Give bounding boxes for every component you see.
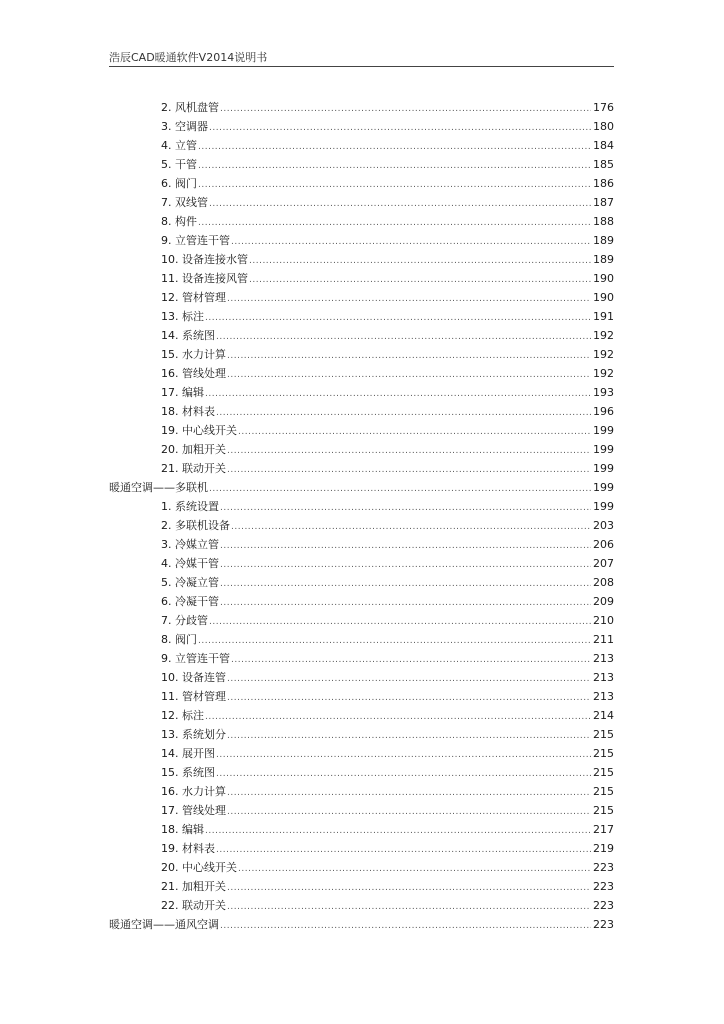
toc-entry[interactable] — [109, 725, 614, 744]
toc-entry[interactable] — [109, 649, 614, 668]
toc-entry[interactable] — [109, 155, 614, 174]
toc-entry-page-number: 190 — [593, 272, 614, 285]
toc-entry-page-number: 192 — [593, 348, 614, 361]
toc-entry-page-number: 186 — [593, 177, 614, 190]
toc-entry-page-number: 193 — [593, 386, 614, 399]
toc-entry[interactable] — [109, 877, 614, 896]
toc-entry-page-number: 180 — [593, 120, 614, 133]
toc-dot-leader — [209, 119, 591, 138]
toc-entry-label: 3. 冷媒立管 — [161, 538, 219, 551]
toc-entry[interactable] — [109, 592, 614, 611]
toc-entry[interactable] — [109, 554, 614, 573]
toc-entry[interactable] — [109, 117, 614, 136]
toc-dot-leader — [227, 727, 591, 746]
toc-entry-label: 9. 立管连干管 — [161, 652, 230, 665]
toc-entry[interactable] — [109, 231, 614, 250]
toc-entry-page-number: 199 — [593, 462, 614, 475]
toc-entry[interactable] — [109, 288, 614, 307]
toc-entry-label: 12. 标注 — [161, 709, 204, 722]
toc-entry-label: 4. 冷媒干管 — [161, 557, 219, 570]
toc-entry-page-number: 215 — [593, 747, 614, 760]
toc-entry-page-number: 192 — [593, 329, 614, 342]
toc-entry-label: 13. 系统划分 — [161, 728, 226, 741]
page-header-title: 浩辰CAD暖通软件V2014说明书 — [109, 51, 268, 64]
toc-entry-label: 21. 加粗开关 — [161, 880, 226, 893]
toc-entry[interactable] — [109, 402, 614, 421]
toc-entry[interactable] — [109, 706, 614, 725]
toc-entry-label: 17. 管线处理 — [161, 804, 226, 817]
toc-entry-label: 6. 阀门 — [161, 177, 197, 190]
toc-entry-label: 暖通空调——通风空调 — [109, 918, 219, 931]
toc-entry-label: 17. 编辑 — [161, 386, 204, 399]
toc-entry-label: 16. 管线处理 — [161, 367, 226, 380]
toc-entry-label: 10. 设备连接水管 — [161, 253, 248, 266]
toc-entry-label: 8. 阀门 — [161, 633, 197, 646]
toc-section-entry[interactable] — [109, 915, 614, 934]
toc-entry-page-number: 215 — [593, 804, 614, 817]
toc-dot-leader — [216, 328, 591, 347]
toc-entry[interactable] — [109, 668, 614, 687]
toc-dot-leader — [205, 385, 591, 404]
toc-section-entry[interactable] — [109, 478, 614, 497]
toc-entry-label: 7. 分歧管 — [161, 614, 208, 627]
toc-entry-label: 19. 材料表 — [161, 842, 215, 855]
toc-entry-page-number: 209 — [593, 595, 614, 608]
toc-dot-leader — [198, 632, 591, 651]
toc-entry[interactable] — [109, 269, 614, 288]
toc-entry-label: 21. 联动开关 — [161, 462, 226, 475]
toc-entry-page-number: 191 — [593, 310, 614, 323]
toc-entry-page-number: 185 — [593, 158, 614, 171]
toc-entry[interactable] — [109, 421, 614, 440]
toc-entry-page-number: 214 — [593, 709, 614, 722]
toc-dot-leader — [220, 594, 591, 613]
toc-dot-leader — [227, 784, 591, 803]
toc-entry[interactable] — [109, 820, 614, 839]
toc-dot-leader — [216, 746, 591, 765]
toc-dot-leader — [205, 309, 591, 328]
toc-entry-page-number: 192 — [593, 367, 614, 380]
toc-entry-label: 18. 材料表 — [161, 405, 215, 418]
toc-entry[interactable] — [109, 573, 614, 592]
toc-dot-leader — [216, 404, 591, 423]
toc-entry[interactable] — [109, 307, 614, 326]
toc-dot-leader — [198, 157, 591, 176]
toc-entry[interactable] — [109, 744, 614, 763]
toc-entry-label: 22. 联动开关 — [161, 899, 226, 912]
toc-entry-page-number: 217 — [593, 823, 614, 836]
toc-entry-label: 1. 系统设置 — [161, 500, 219, 513]
toc-entry-label: 15. 系统图 — [161, 766, 215, 779]
toc-entry-page-number: 199 — [593, 481, 614, 494]
toc-dot-leader — [231, 518, 591, 537]
toc-dot-leader — [238, 860, 591, 879]
toc-dot-leader — [249, 252, 591, 271]
toc-entry-label: 11. 设备连接风管 — [161, 272, 248, 285]
toc-dot-leader — [220, 100, 591, 119]
toc-entry-page-number: 199 — [593, 424, 614, 437]
toc-dot-leader — [227, 898, 591, 917]
toc-entry[interactable] — [109, 364, 614, 383]
toc-entry-page-number: 188 — [593, 215, 614, 228]
toc-entry-page-number: 215 — [593, 766, 614, 779]
toc-entry-label: 13. 标注 — [161, 310, 204, 323]
toc-entry-page-number: 184 — [593, 139, 614, 152]
toc-entry-page-number: 210 — [593, 614, 614, 627]
toc-entry-page-number: 211 — [593, 633, 614, 646]
toc-dot-leader — [220, 499, 591, 518]
toc-dot-leader — [231, 651, 591, 670]
toc-entry-label: 19. 中心线开关 — [161, 424, 237, 437]
toc-dot-leader — [216, 765, 591, 784]
toc-entry[interactable] — [109, 516, 614, 535]
toc-entry-label: 10. 设备连管 — [161, 671, 226, 684]
toc-entry-page-number: 223 — [593, 918, 614, 931]
toc-dot-leader — [209, 195, 591, 214]
toc-entry-label: 4. 立管 — [161, 139, 197, 152]
toc-entry-label: 14. 展开图 — [161, 747, 215, 760]
toc-dot-leader — [220, 537, 591, 556]
toc-entry-page-number: 207 — [593, 557, 614, 570]
toc-entry-label: 11. 管材管理 — [161, 690, 226, 703]
toc-entry[interactable] — [109, 250, 614, 269]
toc-dot-leader — [227, 347, 591, 366]
toc-entry-page-number: 208 — [593, 576, 614, 589]
toc-entry[interactable] — [109, 440, 614, 459]
toc-dot-leader — [220, 575, 591, 594]
header-divider — [109, 66, 614, 67]
toc-entry-label: 3. 空调器 — [161, 120, 208, 133]
toc-dot-leader — [227, 366, 591, 385]
toc-entry[interactable] — [109, 535, 614, 554]
toc-entry-page-number: 189 — [593, 234, 614, 247]
toc-entry[interactable] — [109, 136, 614, 155]
toc-dot-leader — [227, 879, 591, 898]
toc-entry-label: 2. 风机盘管 — [161, 101, 219, 114]
toc-dot-leader — [198, 138, 591, 157]
toc-entry-page-number: 176 — [593, 101, 614, 114]
toc-entry-page-number: 189 — [593, 253, 614, 266]
toc-dot-leader — [227, 442, 591, 461]
toc-entry-page-number: 223 — [593, 861, 614, 874]
toc-entry[interactable] — [109, 782, 614, 801]
toc-entry-label: 6. 冷凝干管 — [161, 595, 219, 608]
toc-entry-page-number: 215 — [593, 785, 614, 798]
toc-entry-label: 暖通空调——多联机 — [109, 481, 208, 494]
toc-dot-leader — [198, 176, 591, 195]
toc-dot-leader — [231, 233, 591, 252]
toc-entry[interactable] — [109, 326, 614, 345]
toc-dot-leader — [220, 556, 591, 575]
toc-dot-leader — [205, 708, 591, 727]
toc-entry-label: 2. 多联机设备 — [161, 519, 230, 532]
toc-dot-leader — [238, 423, 591, 442]
toc-entry-label: 9. 立管连干管 — [161, 234, 230, 247]
toc-entry[interactable] — [109, 763, 614, 782]
toc-dot-leader — [209, 613, 591, 632]
toc-entry-page-number: 199 — [593, 500, 614, 513]
toc-entry[interactable] — [109, 212, 614, 231]
toc-entry[interactable] — [109, 611, 614, 630]
toc-entry-page-number: 203 — [593, 519, 614, 532]
table-of-contents — [109, 98, 614, 934]
toc-entry-label: 18. 编辑 — [161, 823, 204, 836]
toc-dot-leader — [249, 271, 591, 290]
toc-entry[interactable] — [109, 839, 614, 858]
toc-dot-leader — [227, 461, 591, 480]
toc-entry-label: 5. 干管 — [161, 158, 197, 171]
toc-entry-label: 20. 加粗开关 — [161, 443, 226, 456]
toc-entry-page-number: 213 — [593, 671, 614, 684]
toc-entry-page-number: 213 — [593, 690, 614, 703]
toc-entry[interactable] — [109, 98, 614, 117]
toc-entry-page-number: 219 — [593, 842, 614, 855]
toc-entry-page-number: 199 — [593, 443, 614, 456]
toc-dot-leader — [227, 689, 591, 708]
toc-entry-page-number: 206 — [593, 538, 614, 551]
toc-entry[interactable] — [109, 687, 614, 706]
toc-dot-leader — [205, 822, 591, 841]
toc-dot-leader — [220, 917, 591, 936]
toc-entry-page-number: 190 — [593, 291, 614, 304]
toc-entry-label: 16. 水力计算 — [161, 785, 226, 798]
toc-entry-label: 12. 管材管理 — [161, 291, 226, 304]
toc-entry[interactable] — [109, 345, 614, 364]
toc-entry-label: 8. 构件 — [161, 215, 197, 228]
toc-entry[interactable] — [109, 497, 614, 516]
toc-entry[interactable] — [109, 896, 614, 915]
toc-entry[interactable] — [109, 630, 614, 649]
toc-dot-leader — [198, 214, 591, 233]
toc-dot-leader — [227, 803, 591, 822]
toc-entry-page-number: 187 — [593, 196, 614, 209]
toc-entry-page-number: 223 — [593, 899, 614, 912]
toc-dot-leader — [227, 670, 591, 689]
toc-entry[interactable] — [109, 193, 614, 212]
toc-entry-page-number: 196 — [593, 405, 614, 418]
toc-entry[interactable] — [109, 801, 614, 820]
toc-entry-label: 15. 水力计算 — [161, 348, 226, 361]
toc-entry-page-number: 213 — [593, 652, 614, 665]
toc-entry-page-number: 223 — [593, 880, 614, 893]
toc-entry-page-number: 215 — [593, 728, 614, 741]
toc-entry[interactable] — [109, 174, 614, 193]
toc-entry-label: 20. 中心线开关 — [161, 861, 237, 874]
toc-entry-label: 14. 系统图 — [161, 329, 215, 342]
toc-entry-label: 7. 双线管 — [161, 196, 208, 209]
toc-dot-leader — [216, 841, 591, 860]
toc-dot-leader — [209, 480, 591, 499]
toc-entry[interactable] — [109, 858, 614, 877]
toc-dot-leader — [227, 290, 591, 309]
toc-entry[interactable] — [109, 459, 614, 478]
toc-entry[interactable] — [109, 383, 614, 402]
toc-entry-label: 5. 冷凝立管 — [161, 576, 219, 589]
